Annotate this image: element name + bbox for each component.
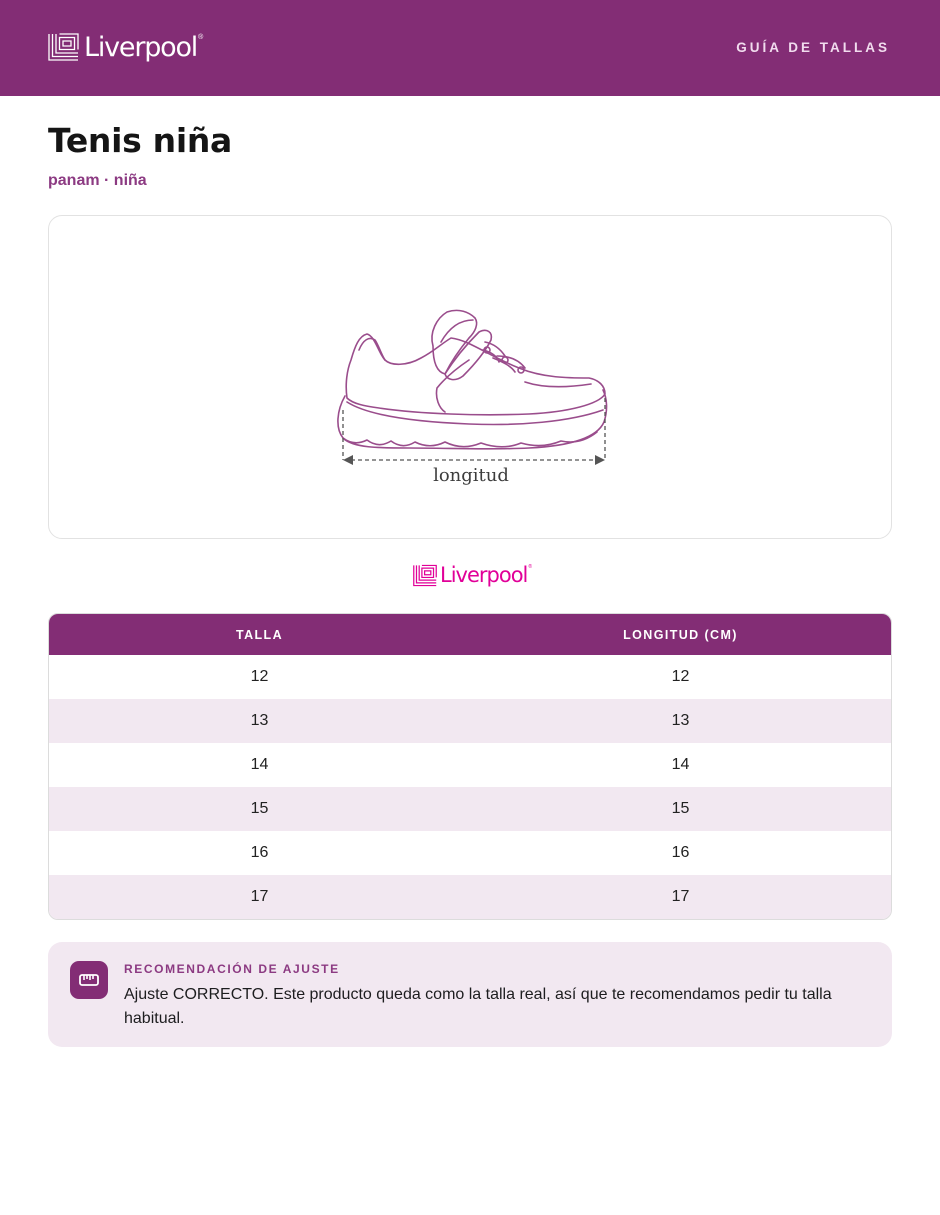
measurement-label: longitud bbox=[433, 465, 509, 486]
liverpool-logo-icon bbox=[48, 33, 79, 61]
liverpool-logo[interactable] bbox=[48, 31, 203, 63]
recommendation-text: Ajuste CORRECTO. Este producto queda como la talla real, así que te recomendamos pedir tu talla habitual. bbox=[124, 986, 832, 1027]
table-cell-longitud: 16 bbox=[671, 844, 690, 861]
table-row bbox=[49, 787, 891, 831]
liverpool-wordmark: Liverpool bbox=[84, 32, 198, 63]
recommendation-title: RECOMENDACIÓN DE AJUSTE bbox=[124, 962, 340, 976]
table-row bbox=[49, 875, 891, 919]
table-row bbox=[49, 831, 891, 875]
table-cell-longitud: 12 bbox=[671, 668, 690, 685]
shoe-outline-icon bbox=[329, 298, 619, 493]
page-header bbox=[0, 0, 940, 96]
table-header bbox=[49, 614, 891, 655]
table-row bbox=[49, 655, 891, 699]
fit-recommendation-card bbox=[48, 942, 892, 1047]
table-row bbox=[49, 699, 891, 743]
registered-mark: ® bbox=[528, 564, 533, 570]
header-title: GUÍA DE TALLAS bbox=[736, 40, 890, 55]
liverpool-logo-icon bbox=[413, 564, 437, 587]
registered-mark: ® bbox=[198, 33, 204, 41]
table-cell-talla: 15 bbox=[250, 800, 269, 817]
liverpool-logo-small bbox=[413, 562, 532, 588]
table-cell-talla: 12 bbox=[250, 668, 269, 685]
table-cell-longitud: 13 bbox=[671, 712, 690, 729]
ruler-icon bbox=[70, 961, 108, 999]
table-row bbox=[49, 743, 891, 787]
column-header-talla: TALLA bbox=[235, 627, 284, 642]
page-title: Tenis niña bbox=[48, 121, 233, 160]
product-subtitle: panam · niña bbox=[48, 172, 147, 189]
size-table bbox=[48, 613, 892, 920]
table-cell-talla: 13 bbox=[250, 712, 269, 729]
table-cell-talla: 17 bbox=[250, 888, 269, 905]
table-cell-talla: 16 bbox=[250, 844, 269, 861]
table-cell-longitud: 15 bbox=[671, 800, 690, 817]
column-header-longitud: LONGITUD (CM) bbox=[623, 627, 738, 642]
shoe-illustration-card bbox=[48, 215, 892, 539]
table-cell-talla: 14 bbox=[250, 756, 269, 773]
liverpool-wordmark: Liverpool bbox=[440, 563, 528, 587]
table-cell-longitud: 14 bbox=[671, 756, 690, 773]
table-cell-longitud: 17 bbox=[671, 888, 690, 905]
